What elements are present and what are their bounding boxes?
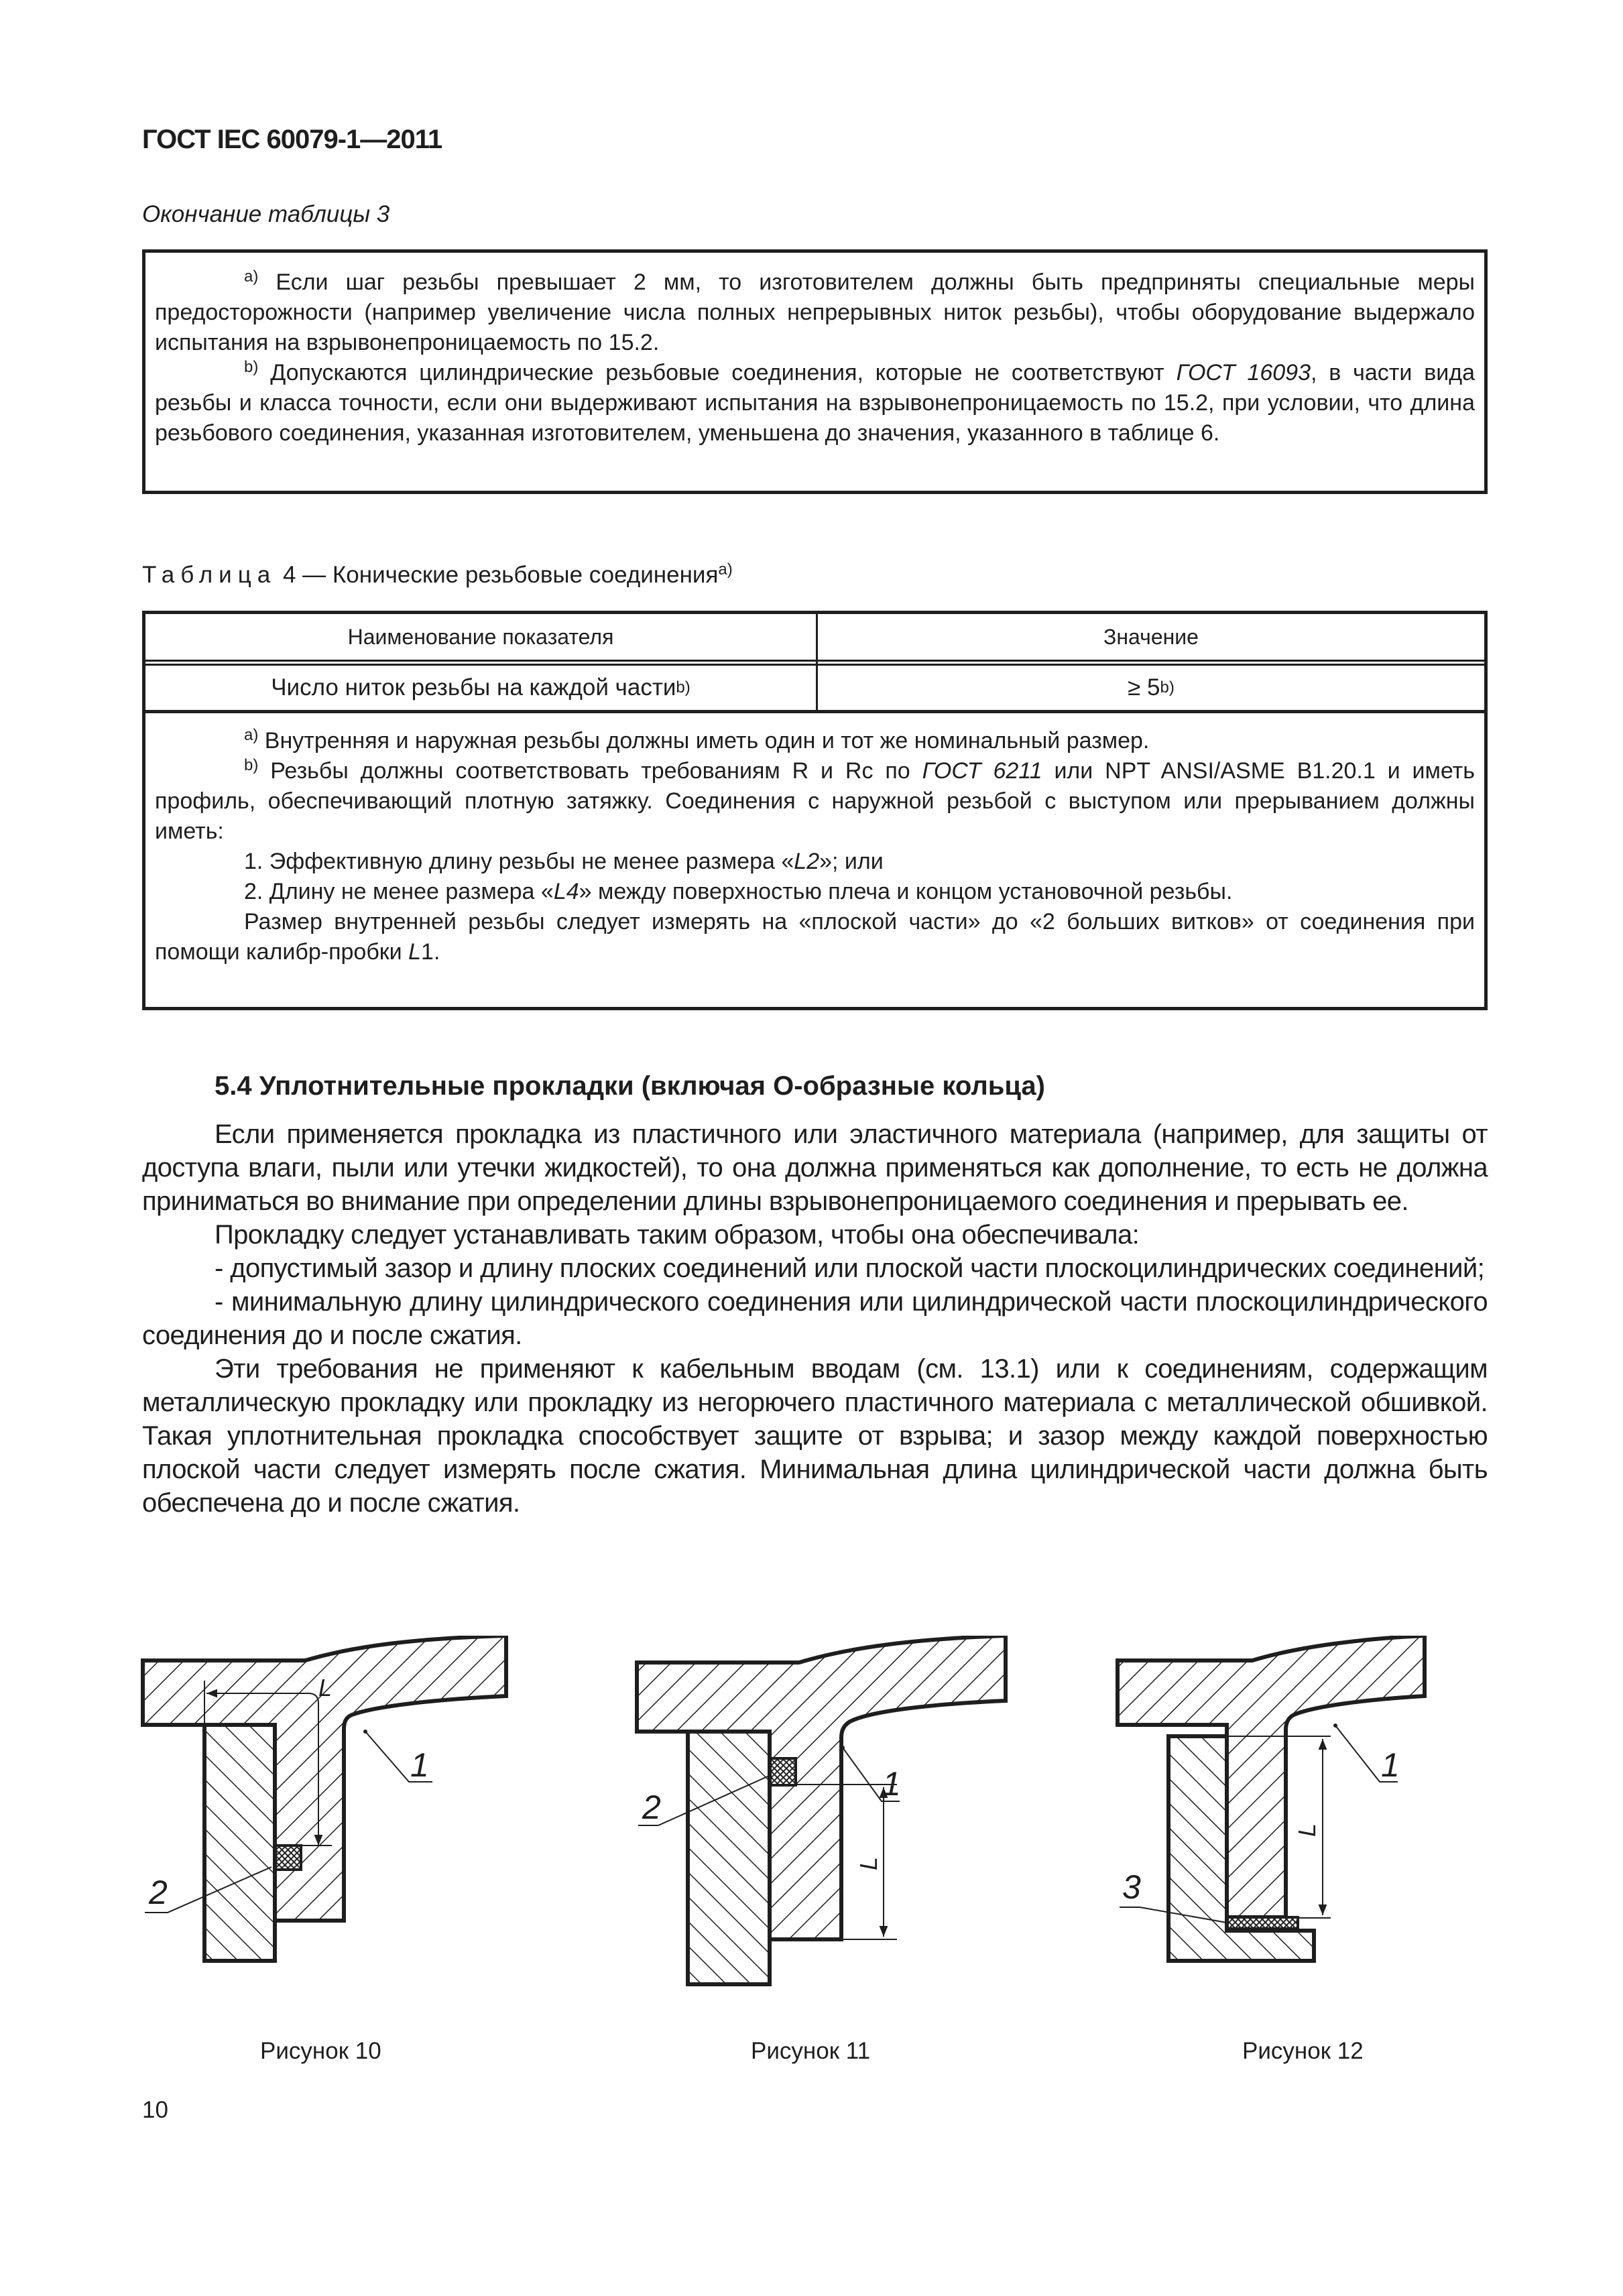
footnote-marker: a) — [244, 267, 259, 286]
table4-note-item-2: 2. Длину не менее размера «L4» между поверхностью плеча и концом установочной резьбы. — [244, 879, 1233, 904]
figure-12-caption: Рисунок 12 — [1242, 2038, 1364, 2064]
column-header-name: Наименование показателя — [347, 624, 614, 649]
table4-note-item-1: 1. Эффективную длину резьбы не менее размера «L2»; или — [244, 849, 884, 874]
table4-notes — [155, 726, 1475, 967]
part-label-3: 3 — [1122, 1868, 1141, 1906]
table4-caption: Таблица 4 — Конические резьбовые соединения$^{a)}$ — [142, 560, 733, 588]
paragraph: Прокладку следует устанавливать таким образом, чтобы она обеспечивала: — [215, 1220, 1140, 1250]
list-item: - минимальную длину цилиндрического соединения или цилиндрической части плоскоцилиндрического соединения до и после сжатия. — [142, 1287, 1488, 1350]
section-heading: 5.4 Уплотнительные прокладки (включая О-образные кольца) — [215, 1071, 1045, 1101]
figure-11-drawing — [623, 1636, 1039, 2011]
table-row — [145, 666, 1484, 713]
dimension-label: L — [1293, 1823, 1321, 1837]
table4 — [142, 611, 1488, 1010]
row-name-cell: Число ниток резьбы на каждой части b) — [271, 674, 690, 701]
figure-11-caption: Рисунок 11 — [751, 2038, 871, 2064]
table4-note-a: $^{a)}$ Внутренняя и наружная резьбы должны иметь один и тот же номинальный размер. — [244, 726, 1150, 753]
part-label-1: 1 — [882, 1765, 901, 1803]
standard-reference: ГОСТ 16093 — [1176, 360, 1311, 385]
part-label-2: 2 — [149, 1874, 168, 1911]
dimension-label: L — [318, 1674, 333, 1701]
column-header-value: Значение — [1103, 624, 1199, 649]
standard-reference: ГОСТ 6211 — [922, 758, 1042, 784]
part-label-1: 1 — [410, 1746, 429, 1784]
column-divider — [816, 614, 818, 710]
part-label-2: 2 — [642, 1789, 661, 1826]
row-value-cell: ≥ 5 b) — [1128, 674, 1175, 701]
table-header-row — [145, 614, 1484, 662]
figure-10-drawing — [134, 1636, 550, 2011]
table-continuation-label: Окончание таблицы 3 — [142, 201, 390, 227]
page-number: 10 — [142, 2097, 168, 2123]
figure-10-caption: Рисунок 10 — [260, 2038, 381, 2064]
part-label-1: 1 — [1381, 1746, 1400, 1784]
table3-notes-box — [142, 249, 1488, 494]
footnote-marker: b) — [244, 358, 259, 376]
dimension-label: L — [855, 1856, 882, 1870]
paragraph: Эти требования не применяют к кабельным вводам (см. 13.1) или к соединениям, содержащим металлическую прокладку или прокладку из негорючего пластичного материала с металлической обшивкой. Такая уплотнительная прокладка способствует защите от взрыва; и зазор между каждой поверхностью плоской части следует измерять после сжатия. Минимальная длина цилиндрической части должна быть обеспечена до и после сжатия. — [142, 1354, 1488, 1518]
figure-12-drawing — [1099, 1636, 1515, 2011]
table4-note-measure: Размер внутренней резьбы следует измерять на «плоской части» до «2 больших витков» от соединения при помощи калибр-пробки L1. — [155, 909, 1475, 965]
section-body — [142, 1117, 1488, 1520]
table3-note-b: $^{b)}$ Допускаются цилиндрические резьбовые соединения, которые не соответствуют ГОСТ 16093, в части вида резьбы и класса точности, если они выдерживают испытания на взрывонепроницаемость по 15.2, при условии, что длина резьбового соединения, указанная изготовителем, уменьшена до значения, указанного в таблице 6. — [155, 358, 1475, 446]
paragraph: Если применяется прокладка из пластичного или эластичного материала (например, для защиты от доступа влаги, пыли или утечки жидкостей), то она должна применяться как дополнение, то есть не должна приниматься во внимание при определении длины взрывонепроницаемого соединения и прерывать ее. — [142, 1120, 1488, 1216]
table3-note-a: $^{a)}$ Если шаг резьбы превышает 2 мм, то изготовителем должны быть предприняты специальные меры предосторожности (например увеличение числа полных непрерывных ниток резьбы), чтобы оборудование выдержало испытания на взрывонепроницаемость по 15.2. — [155, 267, 1475, 355]
document-code: ГОСТ IEC 60079-1—2011 — [142, 125, 442, 154]
table4-note-b: $^{b)}$ Резьбы должны соответствовать требованиям R и Rc по ГОСТ 6211 или NPT ANSI/ASME B1.20.1 и иметь профиль, обеспечивающий плотную затяжку. Соединения с наружной резьбой с выступом или прерыванием должны иметь: — [155, 756, 1475, 844]
list-item: - допустимый зазор и длину плоских соединений или плоской части плоскоцилиндрических соединений; — [215, 1254, 1485, 1283]
